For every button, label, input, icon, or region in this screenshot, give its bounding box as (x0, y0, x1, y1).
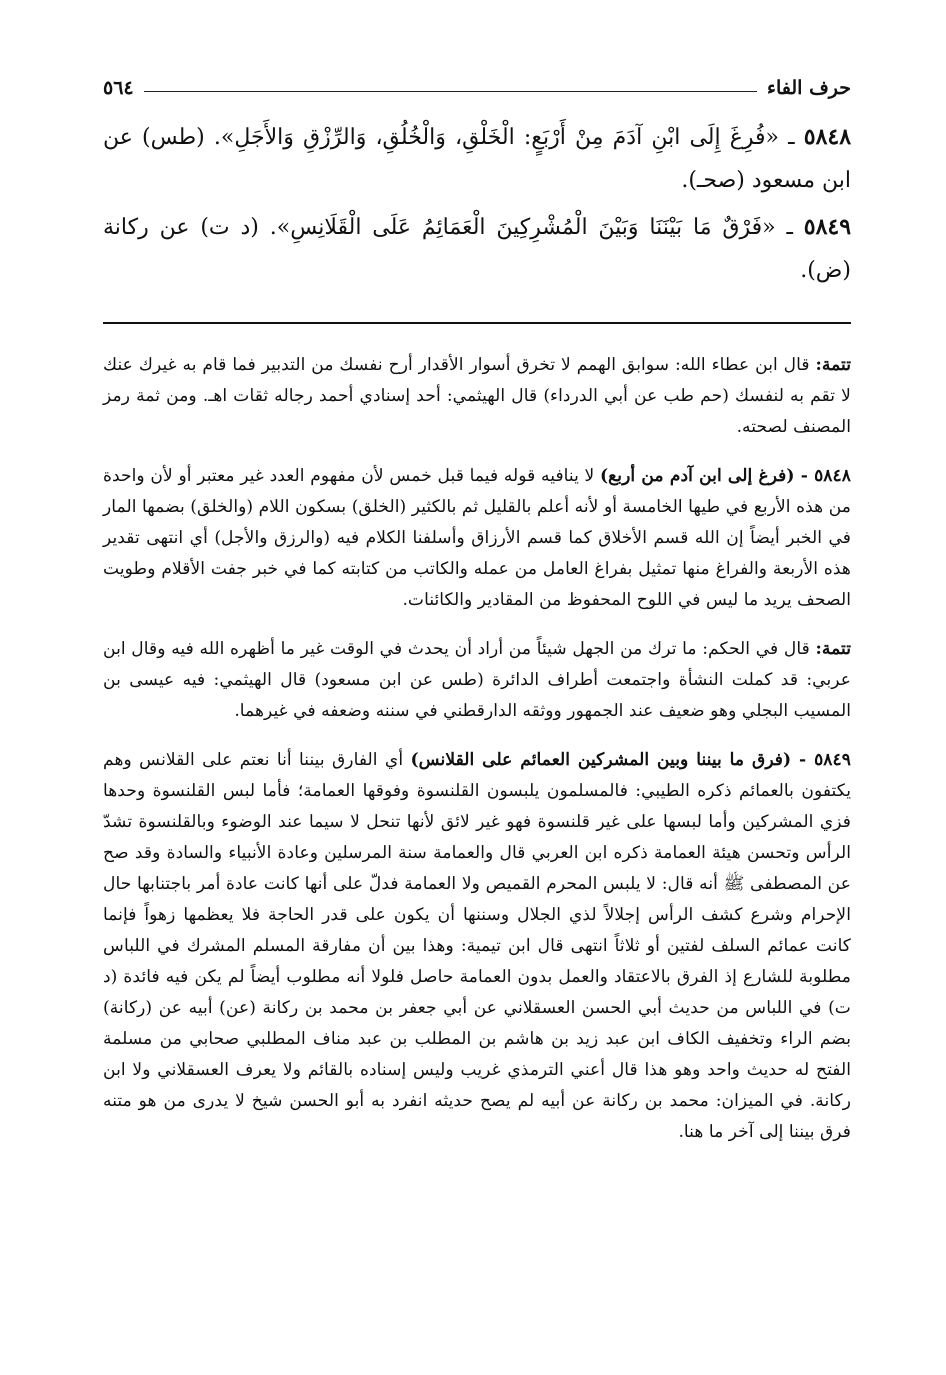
hadith-5849: ٥٨٤٩ ـ «فَرْقٌ مَا بَيْنَنَا وَبَيْنَ الْمُشْرِكِينَ الْعَمَائِمُ عَلَى الْقَلَانِسِ». (د ت) عن ركانة (ض). (103, 214, 852, 283)
header-rule (144, 91, 757, 92)
page-number: ٥٦٤ (103, 77, 134, 99)
chapter-title: حرف الفاء (767, 77, 851, 99)
commentary-block (103, 745, 851, 1148)
commentary (103, 350, 851, 1148)
commentary-label: ٥٨٤٨ - (فرغ إلى ابن آدم من أربع) (600, 466, 851, 486)
hadith-source: (طس) عن ابن مسعود (صحـ). (103, 125, 851, 193)
hadith-number: ٥٨٤٩ (803, 214, 852, 240)
commentary-text: لا ينافيه قوله فيما قبل خمس لأن مفهوم العدد غير معتبر أو لأن واحدة من هذه الأربع في طيها الخامسة أو لأنه أعلم بالقليل ثم بالكثير (الخلق) بسكون اللام (والخلق) بضمها المار في الخبر أيضاً إن الله قسم الأخلاق كما قسم الأرزاق وأسلفنا الكلام فيه (والرزق والأجل) أي انتهى تقدير هذه الأربعة والفراغ منها تمثيل بفراغ العامل من عمله والكاتب من كتابته كما في خبر جفت الأقلام وطويت الصحف يريد ما ليس في اللوح المحفوظ من المقادير والكائنات. (103, 466, 851, 610)
commentary-text: قال في الحكم: ما ترك من الجهل شيئاً من أراد أن يحدث في الوقت غير ما أظهره الله فيه وقال ابن عربي: قد كملت النشأة واجتمعت أطراف الدائرة (طس عن ابن مسعود) قال الهيثمي: فيه عيسى بن المسيب البجلي وهو ضعيف عند الجمهور ووثقه الدارقطني في سننه وضعفه في غيرهما. (103, 639, 851, 721)
commentary-block (103, 634, 851, 727)
hadith-5848: ٥٨٤٨ ـ «فُرِغَ إِلَى ابْنِ آدَمَ مِنْ أَرْبَعٍ: الْخَلْقِ، وَالْخُلُقِ، وَالرِّزْقِ وَالأَجَلِ». (طس) عن ابن مسعود (صحـ). (103, 124, 852, 193)
commentary-block (103, 350, 851, 443)
commentary-label: تتمة: (815, 639, 852, 659)
commentary-text: أي الفارق بيننا أنا نعتم على القلانس وهم يكتفون بالعمائم ذكره الطيبي: فالمسلمون يلبسون القلنسوة وفوقها العمامة؛ فأما لبس القلنسوة وحدها فزي المشركين وأما لبسها على غير قلنسوة فهو غير لائق لأنها تنحل لا سيما عند الوضوء وبالقلنسوة تشدّ الرأس وتحسن هيئة العمامة ذكره ابن العربي قال والعمامة سنة المرسلين وعادة الأنبياء والسادة وقد صح عن المصطفى ﷺ أنه قال: لا يلبس المحرم القميص ولا العمامة فدلّ على أنها كانت عادة أمر باجتنابها حال الإحرام وشرع كشف الرأس إجلالاً لذي الجلال وسننها أن يكون على قدر الحاجة فلا يعظمها زهواً فإنما كانت عمائم السلف لفتين أو ثلاثاً انتهى قال ابن تيمية: وهذا بين أن مفارقة المسلم المشرك في اللباس مطلوبة للشارع إذ الفرق بالاعتقاد والعمل بدون العمامة حاصل فلولا أنه مطلوب أيضاً لم يكن فيه فائدة (د ت) في اللباس من حديث أبي الحسن العسقلاني عن أبي جعفر بن محمد بن ركانة (عن) أبيه عن (ركانة) بضم الراء وتخفيف الكاف ابن عبد زيد بن هاشم بن المطلب بن عبد مناف المطلبي صحابي من مسلمة الفتح له حديث واحد وهو هذا قال أعني الترمذي غريب وليس إسناده بالقائم ولا يعرف العسقلاني ولا ابن ركانة. في الميزان: محمد بن ركانة عن أبيه لم يصح حديثه انفرد به أبو الحسن شيخ لا يدرى من هو متنه فرق بيننا إلى آخر ما هنا. (103, 750, 851, 1142)
hadith-text: «فَرْقٌ مَا بَيْنَنَا وَبَيْنَ الْمُشْرِكِينَ الْعَمَائِمُ عَلَى الْقَلَانِسِ». (269, 215, 776, 240)
hadith-number: ٥٨٤٨ (803, 124, 852, 150)
commentary-text: قال ابن عطاء الله: سوابق الهمم لا تخرق أسوار الأقدار أرح نفسك من التدبير فما قام به غيرك عنك لا تقم به لنفسك (حم طب عن أبي الدرداء) قال الهيثمي: أحد إسنادي أحمد رجاله ثقات اهـ. ومن ثمة رمز المصنف لصحته. (103, 355, 851, 437)
commentary-block (103, 461, 851, 616)
hadith-source: (د ت) عن ركانة (ض). (103, 215, 851, 283)
hadith-text: «فُرِغَ إِلَى ابْنِ آدَمَ مِنْ أَرْبَعٍ: الْخَلْقِ، وَالْخُلُقِ، وَالرِّزْقِ وَالأَجَلِ». (213, 125, 780, 150)
commentary-label: تتمة: (815, 355, 851, 375)
page-header (103, 70, 851, 106)
commentary-label: ٥٨٤٩ - (فرق ما بيننا وبين المشركين العمائم على القلانس) (410, 750, 851, 770)
section-divider (103, 322, 851, 324)
